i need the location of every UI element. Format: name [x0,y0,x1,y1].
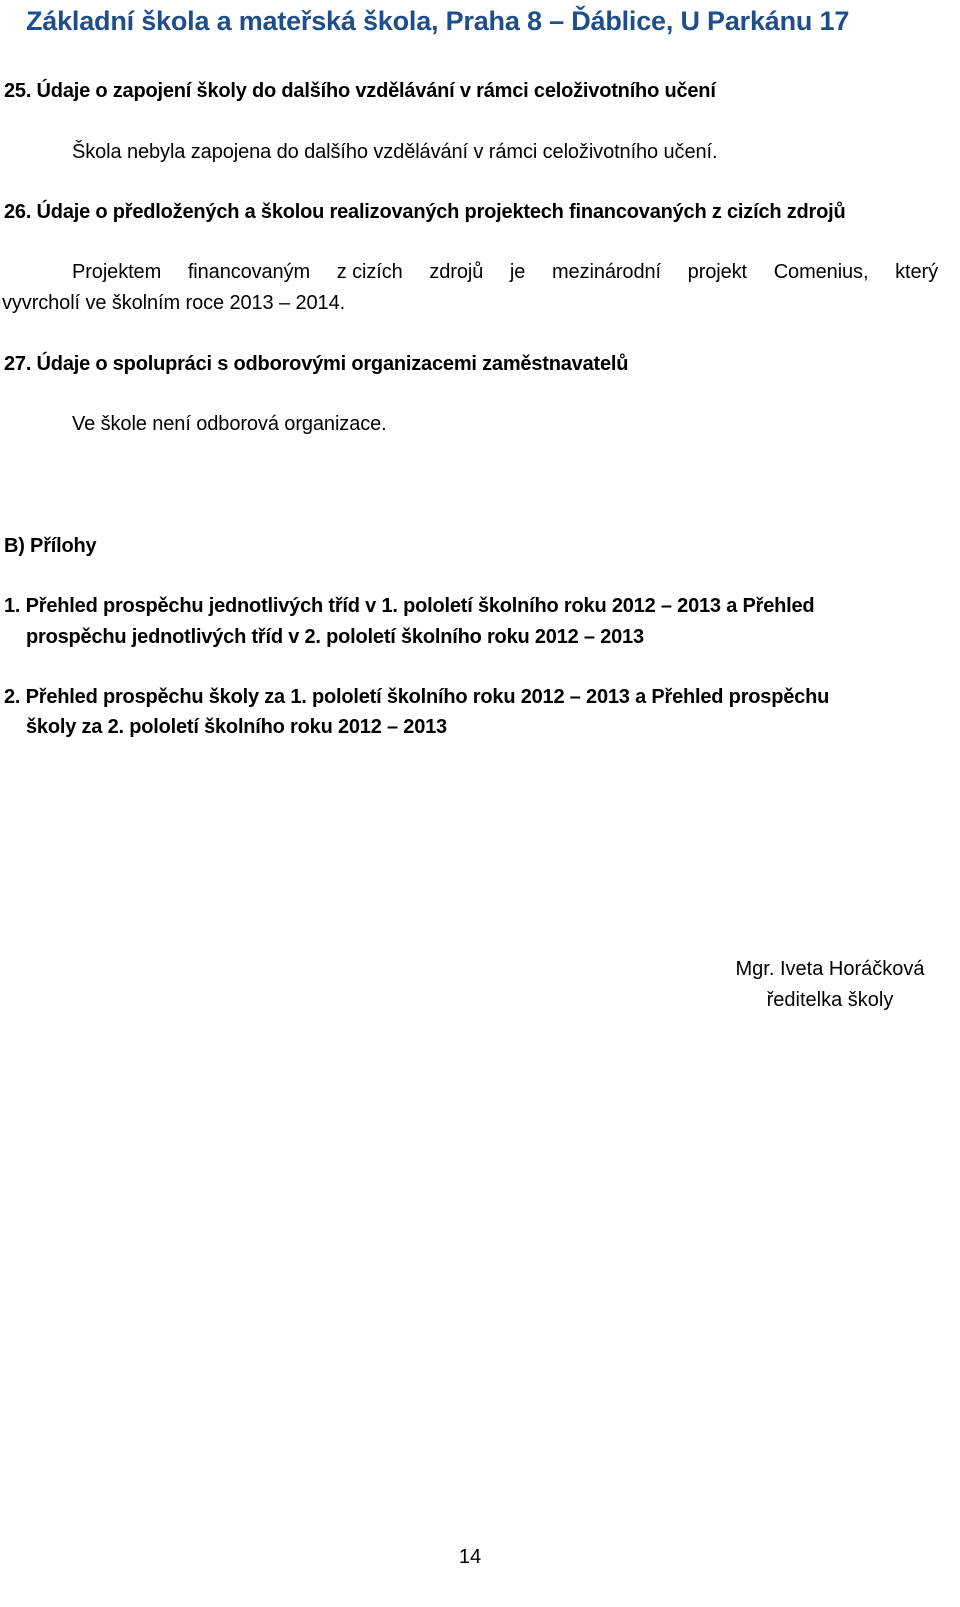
word: z cizích [336,261,403,283]
page-number: 14 [458,1546,482,1568]
section-25-heading: 25. Údaje o zapojení školy do dalšího vzdělávání v rámci celoživotního učení [4,80,716,102]
word: Projektem [72,261,162,283]
word: financovaným [187,261,311,283]
attachment-item-1-line1: 1. Přehled prospěchu jednotlivých tříd v 1. pololetí školního roku 2012 – 2013 a Přehled [4,595,815,617]
signature-block [710,954,950,1016]
word: Comenius, [773,261,869,283]
document-header-title: Základní škola a mateřská škola, Praha 8 – Ďáblice, U Parkánu 17 [26,6,850,36]
section-26-text-line2: vyvrcholí ve školním roce 2013 – 2014. [2,292,346,314]
attachments-heading: B) Přílohy [4,535,97,557]
word: mezinárodní [552,261,661,283]
section-25-text: Škola nebyla zapojena do dalšího vzdělávání v rámci celoživotního učení. [72,141,718,163]
word: který [895,261,938,283]
attachment-item-2-line1: 2. Přehled prospěchu školy za 1. pololetí školního roku 2012 – 2013 a Přehled prospěchu [4,686,830,708]
section-27-text: Ve škole není odborová organizace. [72,413,387,435]
section-26-text-line1 [72,261,938,284]
section-26-heading: 26. Údaje o předložených a školou realizovaných projektech financovaných z cizích zdrojů [4,201,846,223]
signature-role: ředitelka školy [766,989,894,1011]
word: projekt [687,261,748,283]
section-27-heading: 27. Údaje o spolupráci s odborovými organizacemi zaměstnavatelů [4,353,629,375]
word: je [509,261,526,283]
attachment-item-1-line2: prospěchu jednotlivých tříd v 2. pololetí školního roku 2012 – 2013 [26,626,644,648]
attachment-item-2-line2: školy za 2. pololetí školního roku 2012 – 2013 [26,716,447,738]
word: zdrojů [429,261,484,283]
signature-name: Mgr. Iveta Horáčková [735,958,925,980]
